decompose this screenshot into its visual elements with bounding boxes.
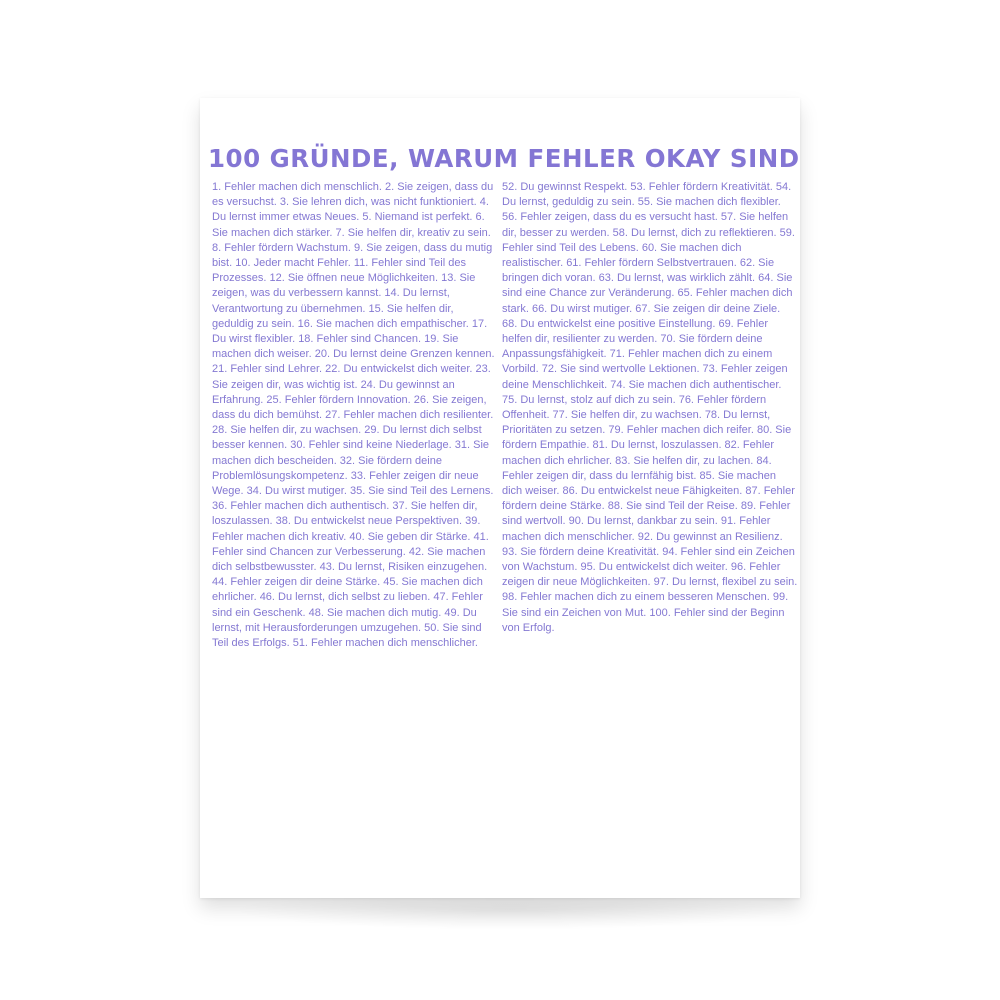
poster-title: 100 GRÜNDE, WARUM FEHLER OKAY SIND (208, 144, 800, 173)
poster (200, 98, 800, 898)
reasons-column-left: 1. Fehler machen dich menschlich. 2. Sie zeigen, dass du es versuchst. 3. Sie lehren dich, was nicht funktioniert. 4. Du lernst immer etwas Neues. 5. Niemand ist perfekt. 6. Sie machen dich stärker. 7. Sie helfen dir, kreativ zu sein. 8. Fehler fördern Wachstum. 9. Sie zeigen, dass du mutig bist. 10. Jeder macht Fehler. 11. Fehler sind Teil des Prozesses. 12. Sie öffnen neue Möglichkeiten. 13. Sie zeigen, was du verbessern kannst. 14. Du lernst, Verantwortung zu übernehmen. 15. Sie helfen dir, geduldig zu sein. 16. Sie machen dich empathischer. 17. Du wirst flexibler. 18. Fehler sind Chancen. 19. Sie machen dich weiser. 20. Du lernst deine Grenzen kennen. 21. Fehler sind Lehrer. 22. Du entwickelst dich weiter. 23. Sie zeigen dir, was wichtig ist. 24. Du gewinnst an Erfahrung. 25. Fehler fördern Innovation. 26. Sie zeigen, dass du dich bemühst. 27. Fehler machen dich resilienter. 28. Sie helfen dir, zu wachsen. 29. Du lernst dich selbst besser kennen. 30. Fehler sind keine Niederlage. 31. Sie machen dich bescheiden. 32. Sie fördern deine Problemlösungskompetenz. 33. Fehler zeigen dir neue Wege. 34. Du wirst mutiger. 35. Sie sind Teil des Lernens. 36. Fehler machen dich authentisch. 37. Sie helfen dir, loszulassen. 38. Du entwickelst neue Perspektiven. 39. Fehler machen dich kreativ. 40. Sie geben dir Stärke. 41. Fehler sind Chancen zur Verbesserung. 42. Sie machen dich selbstbewusster. 43. Du lernst, Risiken einzugehen. 44. Fehler zeigen dir deine Stärke. 45. Sie machen dich ehrlicher. 46. Du lernst, dich selbst zu lieben. 47. Fehler sind ein Geschenk. 48. Sie machen dich mutig. 49. Du lernst, mit Herausforderungen umzugehen. 50. Sie sind Teil des Erfolgs. 51. Fehler machen dich menschlicher. (212, 181, 495, 650)
reasons-column-right: 52. Du gewinnst Respekt. 53. Fehler fördern Kreativität. 54. Du lernst, geduldig zu sein. 55. Sie machen dich flexibler. 56. Fehler zeigen, dass du es versucht hast. 57. Sie helfen dir, besser zu werden. 58. Du lernst, dich zu reflektieren. 59. Fehler sind Teil des Lebens. 60. Sie machen dich realistischer. 61. Fehler fördern Selbstvertrauen. 62. Sie bringen dich voran. 63. Du lernst, was wirklich zählt. 64. Sie sind eine Chance zur Veränderung. 65. Fehler machen dich stark. 66. Du wirst mutiger. 67. Sie zeigen dir deine Ziele. 68. Du entwickelst eine positive Einstellung. 69. Fehler helfen dir, resilienter zu werden. 70. Sie fördern deine Anpassungsfähigkeit. 71. Fehler machen dich zu einem Vorbild. 72. Sie sind wertvolle Lektionen. 73. Fehler zeigen deine Menschlichkeit. 74. Sie machen dich authentischer. 75. Du lernst, stolz auf dich zu sein. 76. Fehler fördern Offenheit. 77. Sie helfen dir, zu wachsen. 78. Du lernst, Prioritäten zu setzen. 79. Fehler machen dich reifer. 80. Sie fördern Empathie. 81. Du lernst, loszulassen. 82. Fehler machen dich ehrlicher. 83. Sie helfen dir, zu lachen. 84. Fehler zeigen dir, dass du lernfähig bist. 85. Sie machen dich weiser. 86. Du entwickelst neue Fähigkeiten. 87. Fehler fördern deine Stärke. 88. Sie sind Teil der Reise. 89. Fehler sind wertvoll. 90. Du lernst, dankbar zu sein. 91. Fehler machen dich menschlicher. 92. Du gewinnst an Resilienz. 93. Sie fördern deine Kreativität. 94. Fehler sind ein Zeichen von Wachstum. 95. Du entwickelst dich weiter. 96. Fehler zeigen dir neue Möglichkeiten. 97. Du lernst, flexibel zu sein. 98. Fehler machen dich zu einem besseren Menschen. 99. Sie sind ein Zeichen von Mut. 100. Fehler sind der Beginn von Erfolg. (502, 181, 798, 634)
